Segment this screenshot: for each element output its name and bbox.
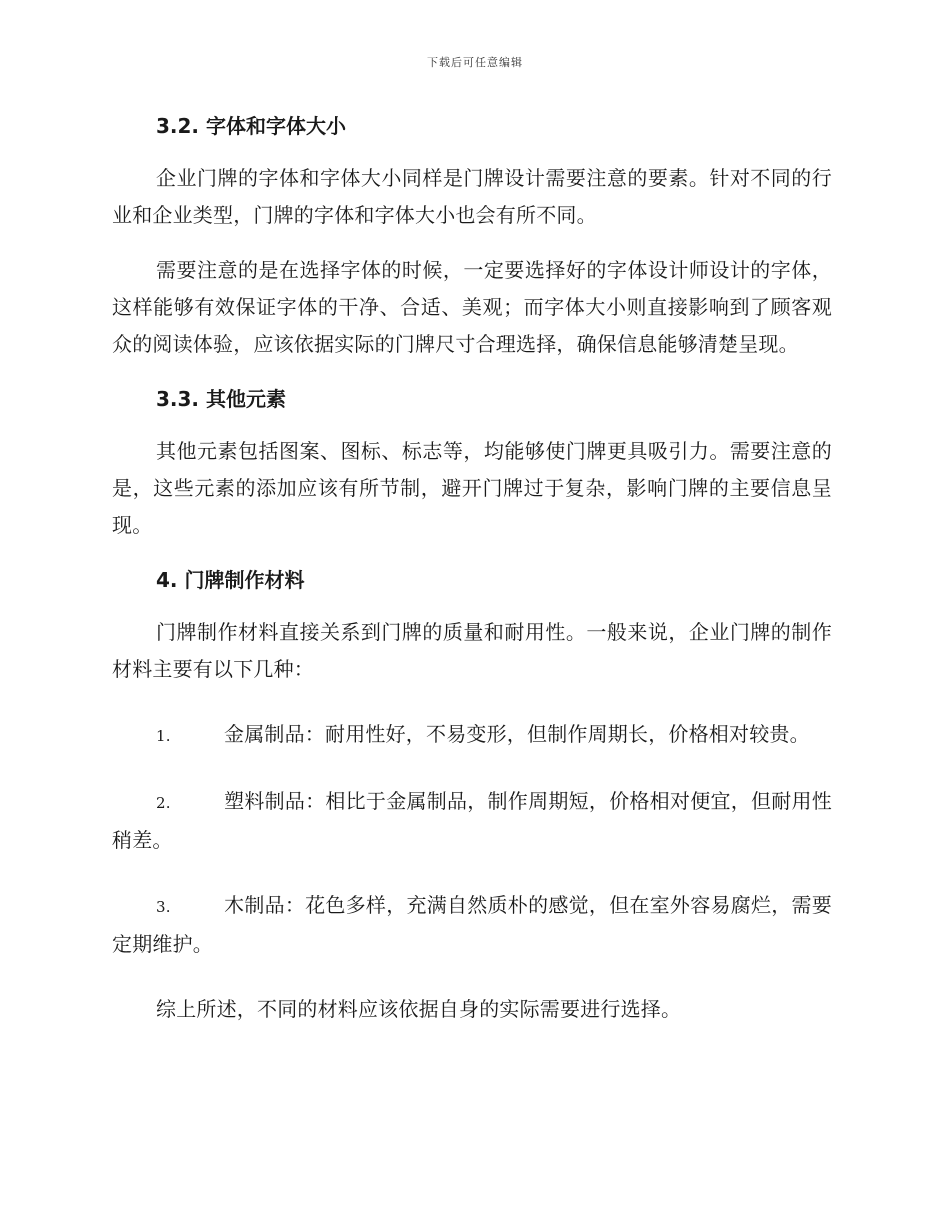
section-heading-4: 4. 门牌制作材料 <box>156 568 305 592</box>
list-number: 1. <box>156 727 171 745</box>
list-item <box>112 783 832 859</box>
list-item <box>112 716 832 755</box>
section-heading-3-3: 3.3. 其他元素 <box>156 387 286 411</box>
document-body <box>112 108 832 1046</box>
list-item <box>112 887 832 963</box>
paragraph: 企业门牌的字体和字体大小同样是门牌设计需要注意的要素。针对不同的行业和企业类型，门牌的字体和字体大小也会有所不同。 <box>112 166 832 227</box>
paragraph: 其他元素包括图案、图标、标志等，均能够使门牌更具吸引力。需要注意的是，这些元素的添加应该有所节制，避开门牌过于复杂，影响门牌的主要信息呈现。 <box>112 439 832 537</box>
list-number: 3. <box>156 898 171 916</box>
list-item-text: 木制品：花色多样，充满自然质朴的感觉，但在室外容易腐烂，需要定期维护。 <box>112 893 832 956</box>
list-item-text: 塑料制品：相比于金属制品，制作周期短，价格相对便宜，但耐用性稍差。 <box>112 789 832 852</box>
paragraph: 需要注意的是在选择字体的时候，一定要选择好的字体设计师设计的字体，这样能够有效保证字体的干净、合适、美观；而字体大小则直接影响到了顾客观众的阅读体验，应该依据实际的门牌尺寸合理选择，确保信息能够清楚呈现。 <box>112 258 832 356</box>
section-heading-3-2: 3.2. 字体和字体大小 <box>156 114 346 138</box>
list-item-text: 金属制品：耐用性好，不易变形，但制作周期长，价格相对较贵。 <box>224 722 810 746</box>
page-header-note: 下载后可任意编辑 <box>427 56 523 69</box>
paragraph-summary: 综上所述，不同的材料应该依据自身的实际需要进行选择。 <box>156 997 682 1021</box>
paragraph: 门牌制作材料直接关系到门牌的质量和耐用性。一般来说，企业门牌的制作材料主要有以下几种： <box>112 620 832 681</box>
list-number: 2. <box>156 794 171 812</box>
